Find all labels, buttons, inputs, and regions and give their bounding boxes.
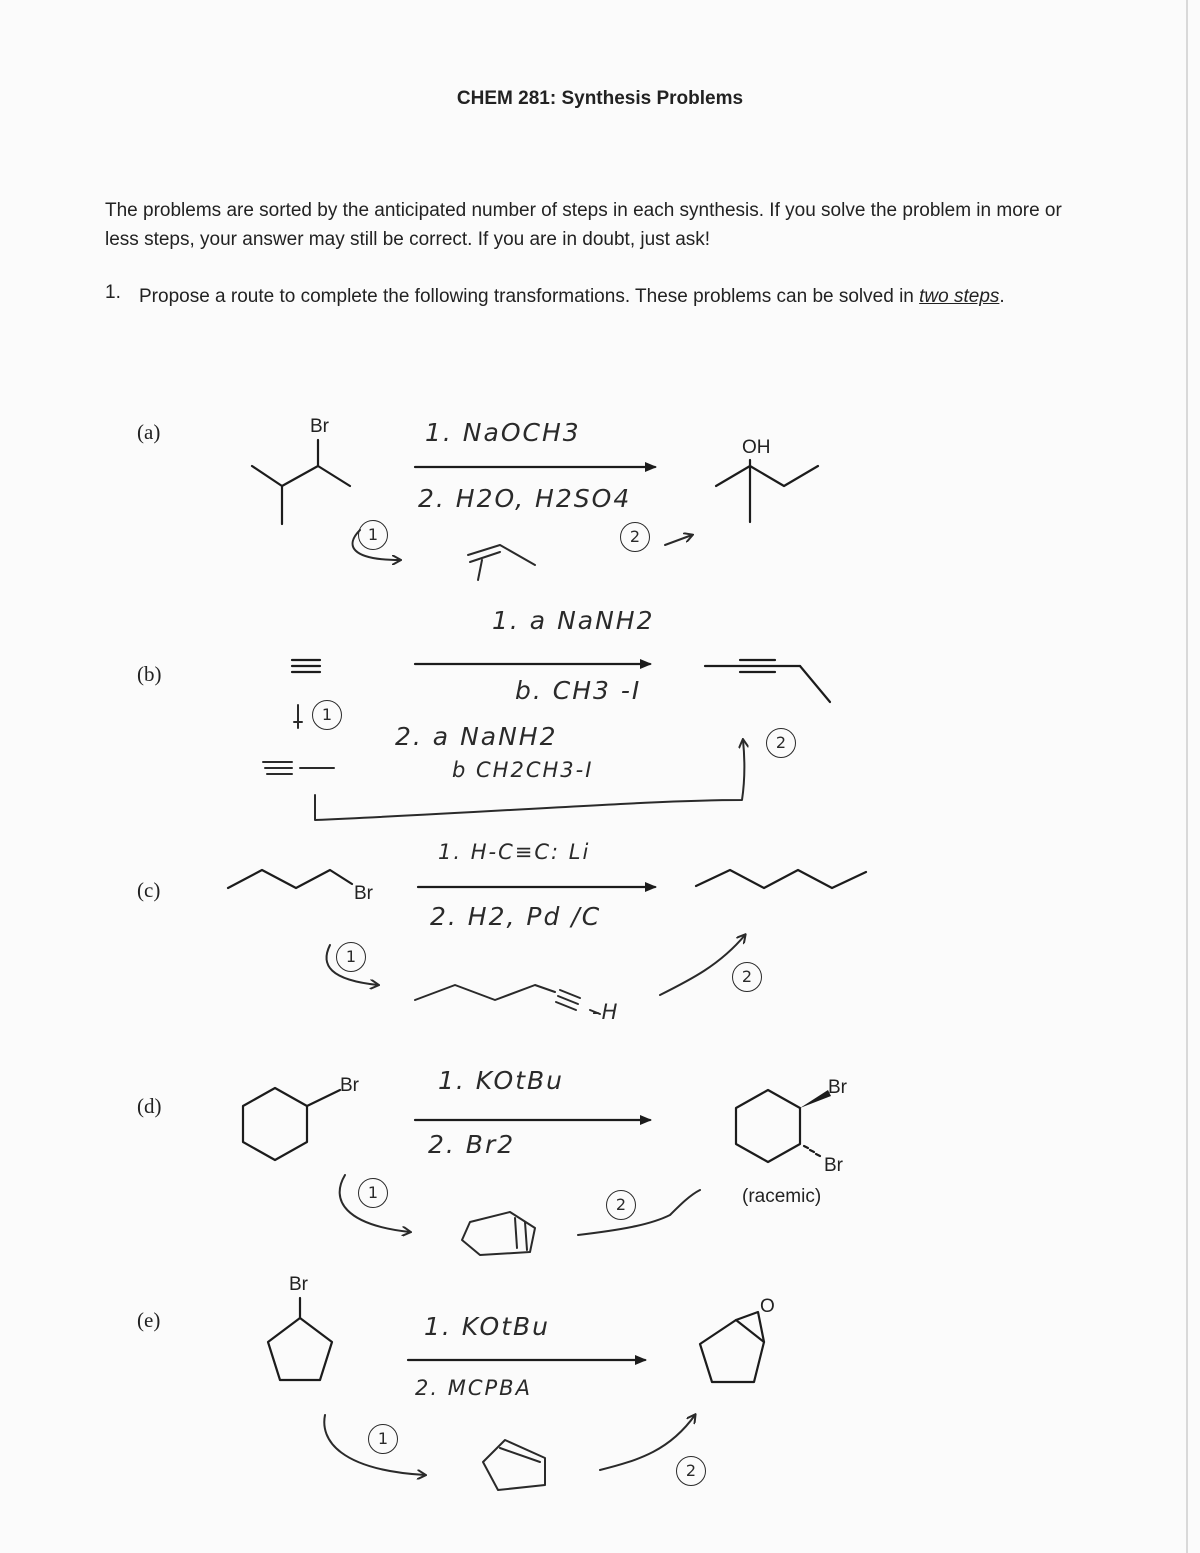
- reagent-e-2: 2. MCPBA: [415, 1376, 532, 1400]
- step-mark-e-1: 1: [368, 1424, 398, 1454]
- step-mark-d-2: 2: [606, 1190, 636, 1220]
- step-mark-c-1: 1: [336, 942, 366, 972]
- reagent-b-1a: 1. a NaNH2: [492, 606, 655, 635]
- reagent-e-1: 1. KOtBu: [424, 1312, 550, 1341]
- reagent-b-1b: b. CH3 -I: [515, 676, 642, 705]
- product-a: [716, 460, 818, 522]
- atom-br-d-reactant: Br: [340, 1075, 359, 1096]
- page-title: CHEM 281: Synthesis Problems: [456, 88, 744, 109]
- step-mark-a-1: 1: [358, 520, 388, 550]
- product-d: [736, 1090, 831, 1162]
- step-mark-e-2: 2: [676, 1456, 706, 1486]
- step-mark-b-2: 2: [766, 728, 796, 758]
- reactant-c: [228, 870, 352, 888]
- question-text: Propose a route to complete the following transformations. These problems can be solved in two steps.: [139, 286, 1005, 307]
- problem-label-a: (a): [137, 420, 161, 444]
- problem-label-c: (c): [137, 878, 161, 902]
- reagent-a-2: 2. H2O, H2SO4: [418, 484, 632, 513]
- atom-o-e: O: [760, 1296, 775, 1317]
- reagent-a-1: 1. NaOCH3: [425, 418, 581, 447]
- atom-br-d-product-1: Br: [828, 1077, 847, 1098]
- racemic-note: (racemic): [742, 1186, 822, 1207]
- atom-oh-a: OH: [742, 437, 771, 458]
- atom-br-a: Br: [310, 416, 329, 437]
- problem-label-e: (e): [137, 1308, 161, 1332]
- reagent-b-2a: 2. a NaNH2: [395, 722, 558, 751]
- product-b: [705, 660, 830, 702]
- reagent-c-1: 1. H-C≡C: Li: [438, 840, 591, 864]
- problem-label-d: (d): [137, 1094, 162, 1118]
- product-c: [696, 870, 866, 888]
- sketch-c-terminal-h: -H: [592, 1000, 620, 1024]
- sketch-c: [326, 935, 745, 1014]
- reagent-c-2: 2. H2, Pd /C: [430, 902, 602, 931]
- step-mark-a-2: 2: [620, 522, 650, 552]
- intro-paragraph: The problems are sorted by the anticipated number of steps in each synthesis. If you solve the problem in more or less steps, your answer may still be correct. If you are in doubt, just ask!: [105, 200, 1062, 250]
- reagent-b-2b: b CH2CH3-I: [452, 758, 594, 782]
- step-mark-d-1: 1: [358, 1178, 388, 1208]
- reactant-e: [268, 1298, 332, 1380]
- reagent-d-2: 2. Br2: [428, 1130, 516, 1159]
- reactant-d: [243, 1088, 340, 1160]
- atom-br-d-product-2: Br: [824, 1155, 843, 1176]
- step-mark-b-1: 1: [312, 700, 342, 730]
- problem-label-b: (b): [137, 662, 162, 686]
- reactant-a: [252, 440, 350, 524]
- reactant-b: [292, 660, 320, 672]
- reagent-d-1: 1. KOtBu: [438, 1066, 564, 1095]
- emphasis-two-steps: two steps: [919, 286, 1000, 307]
- question-number: 1.: [105, 282, 121, 303]
- step-mark-c-2: 2: [732, 962, 762, 992]
- atom-br-e: Br: [289, 1274, 308, 1295]
- product-e: [700, 1312, 764, 1382]
- atom-br-c: Br: [354, 883, 373, 904]
- sketch-d: [340, 1175, 700, 1255]
